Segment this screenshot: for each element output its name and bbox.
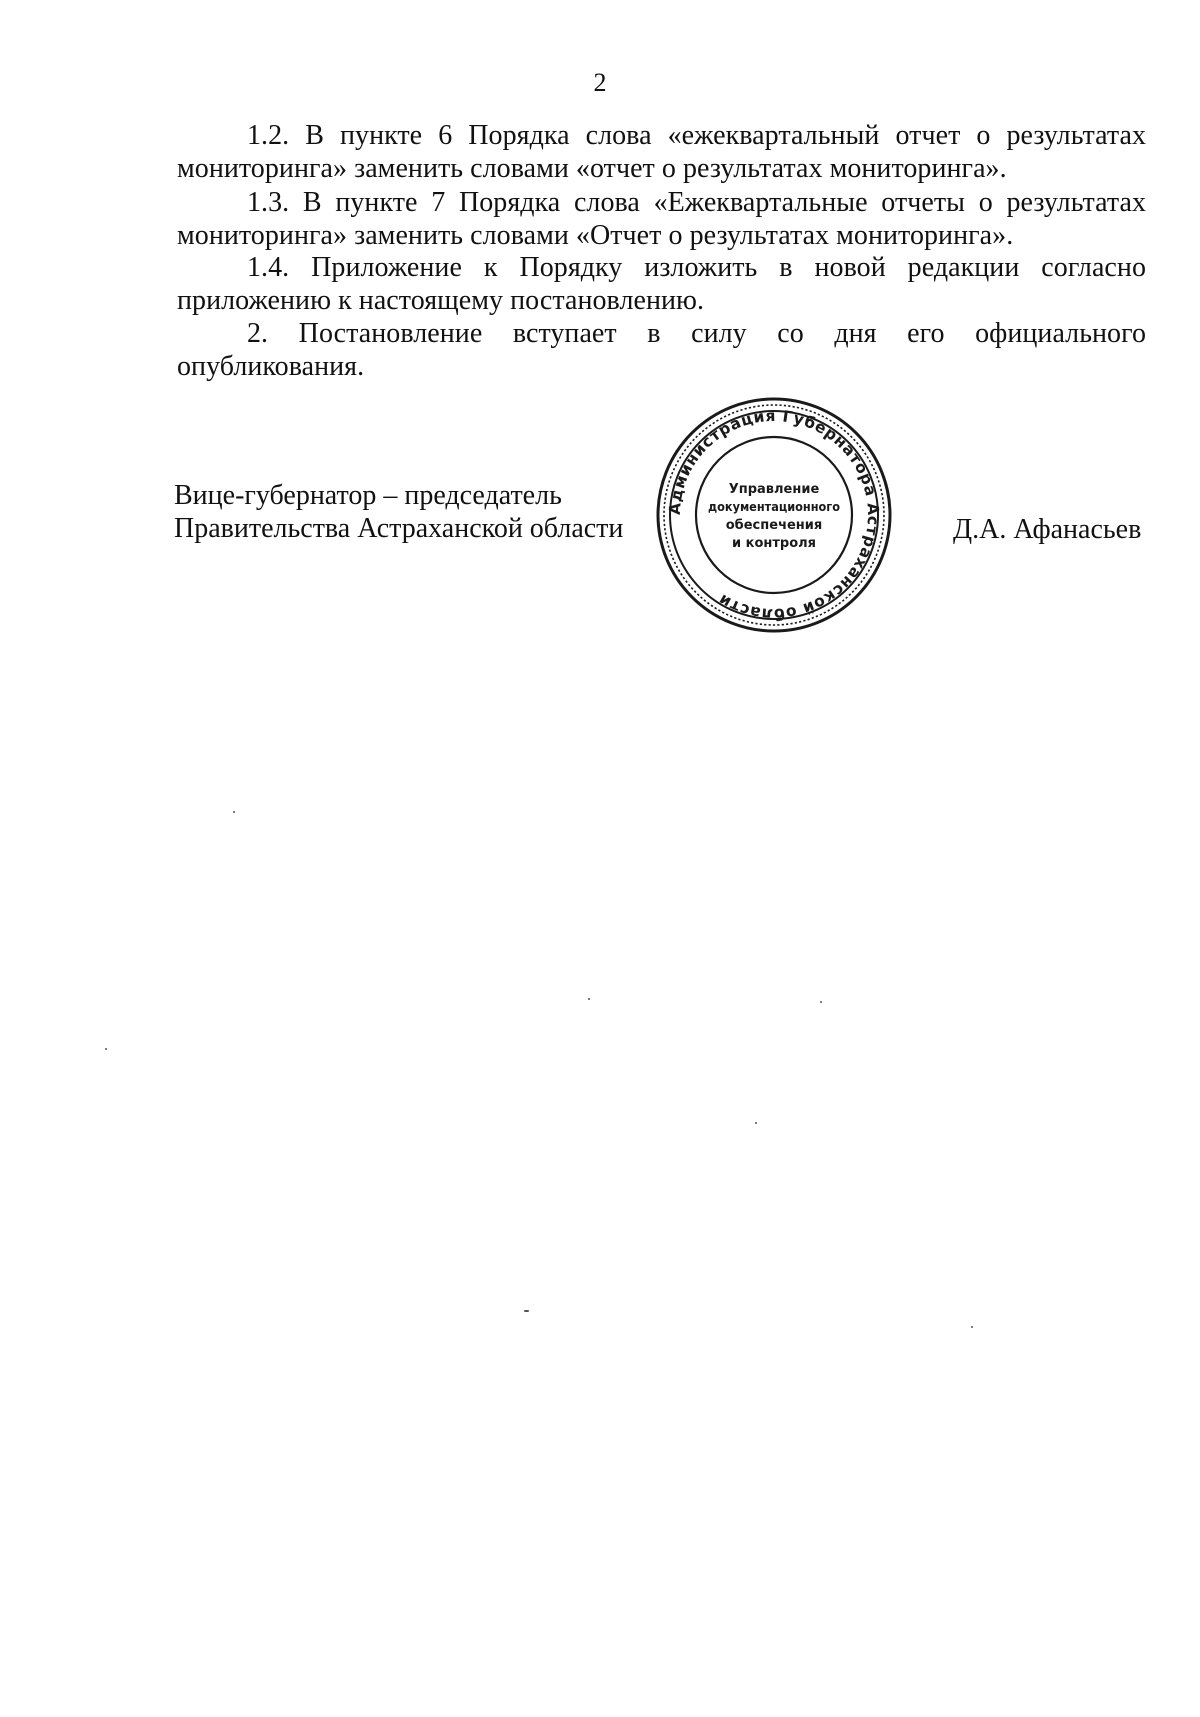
paragraph-2: 2. Постановление вступает в силу со дня его официального опубликования. <box>177 318 1146 382</box>
scan-speck <box>588 998 590 1000</box>
signatory-position <box>174 479 623 545</box>
scan-speck <box>971 1326 973 1328</box>
paragraph-1-3: 1.3. В пункте 7 Порядка слова «Ежеквартальные отчеты о результатах мониторинга» заменить словами «Отчет о результатах мониторинга». <box>177 187 1146 251</box>
seal-center-line-3: обеспечения <box>725 518 823 533</box>
signatory-name: Д.А. Афанасьев <box>953 514 1142 545</box>
signatory-position-line-2: Правительства Астраханской области <box>174 513 624 544</box>
page-number: 2 <box>593 68 607 97</box>
seal-center-line-1: Управление <box>728 482 820 497</box>
scan-speck <box>105 1048 107 1050</box>
scan-speck <box>524 1310 529 1312</box>
signatory-position-line-1: Вице-губернатор – председатель <box>174 480 562 511</box>
scan-speck <box>820 1001 822 1003</box>
seal-center-line-2: документационного <box>708 500 840 514</box>
seal-outer-text: Администрация Губернатора Астраханской области <box>665 406 883 624</box>
svg-text:Администрация Губернатора Астр <box>666 407 882 623</box>
scan-speck <box>233 811 235 813</box>
seal-center-line-4: и контроля <box>731 536 817 551</box>
scan-speck <box>755 1122 757 1124</box>
paragraph-1-2: 1.2. В пункте 6 Порядка слова «ежеквартальный отчет о результатах мониторинга» заменить словами «отчет о результатах мониторинга». <box>177 120 1146 184</box>
official-seal <box>656 397 892 633</box>
paragraph-1-4: 1.4. Приложение к Порядку изложить в новой редакции согласно приложению к настоящему постановлению. <box>177 252 1146 316</box>
